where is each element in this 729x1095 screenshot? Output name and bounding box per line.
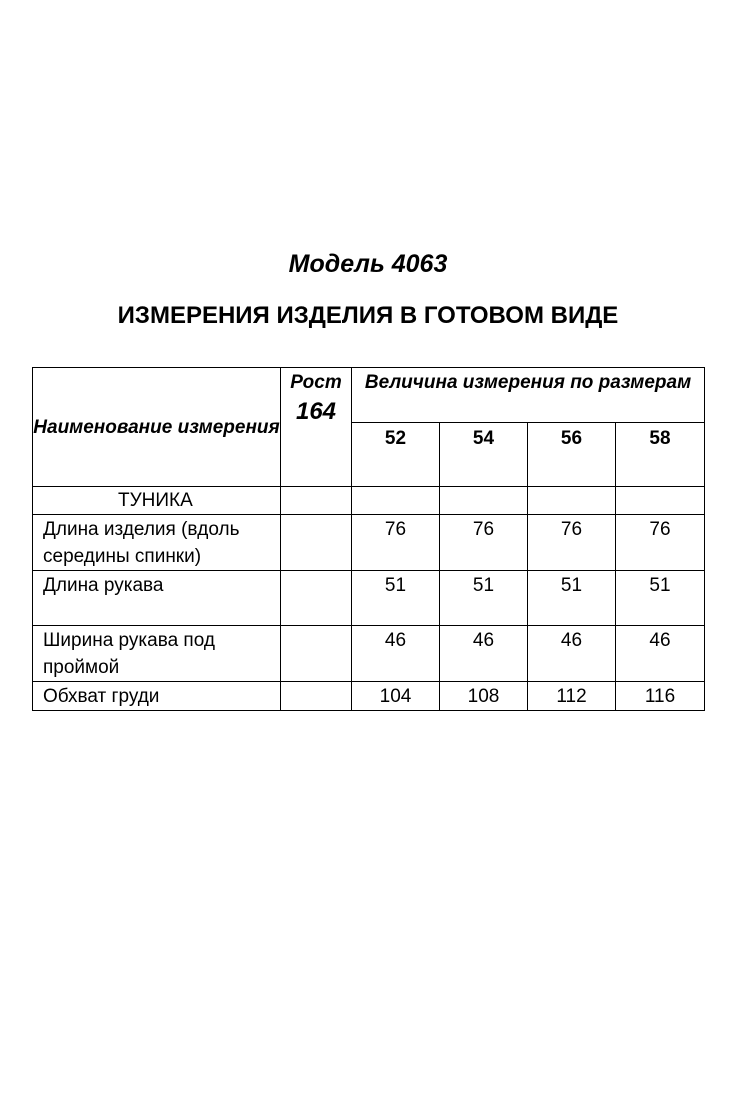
document-title: ИЗМЕРЕНИЯ ИЗДЕЛИЯ В ГОТОВОМ ВИДЕ xyxy=(117,302,619,329)
header-values-by-size: Величина измерения по размерам xyxy=(352,368,705,423)
value-cell: 46 xyxy=(616,626,705,682)
rost-cell xyxy=(281,571,352,626)
row-label: Обхват груди xyxy=(33,682,281,711)
value-cell: 108 xyxy=(440,682,528,711)
header-size: 54 xyxy=(440,423,528,487)
value-cell: 46 xyxy=(528,626,616,682)
value-cell: 112 xyxy=(528,682,616,711)
table-row xyxy=(33,626,705,682)
row-label: Ширина рукава под проймой xyxy=(33,626,281,682)
value-cell: 51 xyxy=(352,571,440,626)
value-cell: 46 xyxy=(440,626,528,682)
value-cell: 76 xyxy=(352,515,440,571)
value-cell: 76 xyxy=(616,515,705,571)
rost-cell xyxy=(281,682,352,711)
header-size: 58 xyxy=(616,423,705,487)
measurements-table xyxy=(32,367,705,711)
header-size: 56 xyxy=(528,423,616,487)
value-cell: 51 xyxy=(528,571,616,626)
table-cell xyxy=(528,487,616,515)
model-title: Модель 4063 xyxy=(288,250,448,278)
value-cell: 46 xyxy=(352,626,440,682)
value-cell: 76 xyxy=(528,515,616,571)
rost-cell xyxy=(281,626,352,682)
value-cell: 104 xyxy=(352,682,440,711)
row-label: Длина рукава xyxy=(33,571,281,626)
table-cell xyxy=(352,487,440,515)
section-row xyxy=(33,487,705,515)
table-row xyxy=(33,571,705,626)
header-rost-label: Рост xyxy=(290,372,342,393)
row-label: Длина изделия (вдоль середины спинки) xyxy=(33,515,281,571)
header-rost xyxy=(281,368,352,487)
table-cell xyxy=(616,487,705,515)
value-cell: 76 xyxy=(440,515,528,571)
header-size: 52 xyxy=(352,423,440,487)
table-row xyxy=(33,515,705,571)
table-row xyxy=(33,682,705,711)
value-cell: 51 xyxy=(616,571,705,626)
table-cell xyxy=(440,487,528,515)
header-measurement-name: Наименование измерения xyxy=(33,368,281,487)
table-cell xyxy=(281,487,352,515)
rost-cell xyxy=(281,515,352,571)
header-rost-value: 164 xyxy=(295,398,337,425)
section-label: ТУНИКА xyxy=(33,487,281,515)
value-cell: 116 xyxy=(616,682,705,711)
value-cell: 51 xyxy=(440,571,528,626)
